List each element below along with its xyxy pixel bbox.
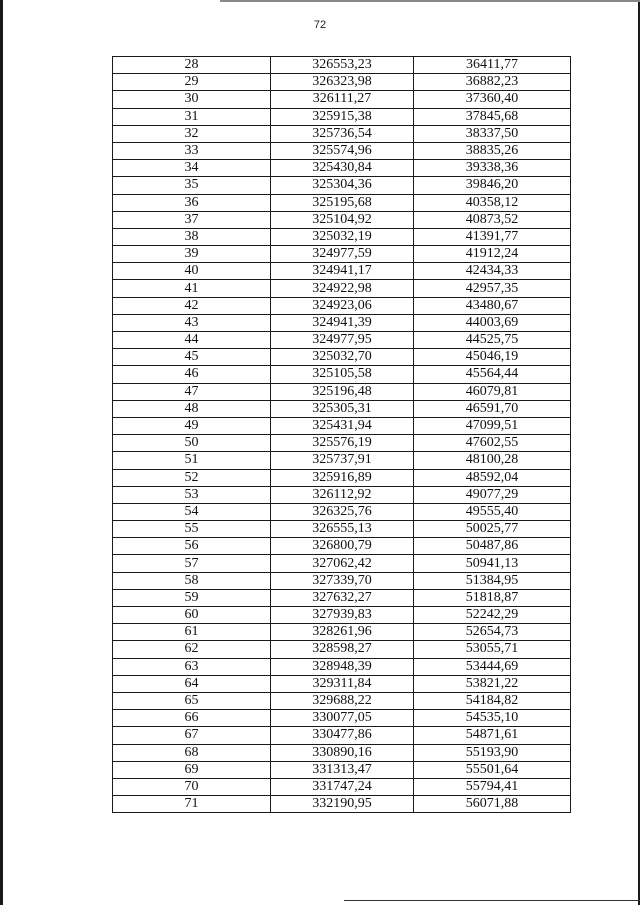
point-number-cell: 57 — [113, 555, 271, 572]
table-row — [113, 572, 571, 589]
point-number-cell: 31 — [113, 108, 271, 125]
point-number-cell: 30 — [113, 91, 271, 108]
point-number-cell: 34 — [113, 160, 271, 177]
table-row — [113, 228, 571, 245]
table-row — [113, 366, 571, 383]
y-coordinate-cell: 36411,77 — [414, 57, 571, 74]
table-row — [113, 332, 571, 349]
y-coordinate-cell: 47099,51 — [414, 417, 571, 434]
point-number-cell: 38 — [113, 228, 271, 245]
table-row — [113, 400, 571, 417]
y-coordinate-cell: 40873,52 — [414, 211, 571, 228]
y-coordinate-cell: 51384,95 — [414, 572, 571, 589]
table-row — [113, 486, 571, 503]
point-number-cell: 33 — [113, 142, 271, 159]
table-row — [113, 521, 571, 538]
y-coordinate-cell: 52654,73 — [414, 624, 571, 641]
y-coordinate-cell: 44525,75 — [414, 332, 571, 349]
y-coordinate-cell: 37360,40 — [414, 91, 571, 108]
x-coordinate-cell: 325105,58 — [271, 366, 414, 383]
point-number-cell: 55 — [113, 521, 271, 538]
y-coordinate-cell: 46079,81 — [414, 383, 571, 400]
point-number-cell: 40 — [113, 263, 271, 280]
table-row — [113, 160, 571, 177]
point-number-cell: 45 — [113, 349, 271, 366]
x-coordinate-cell: 325736,54 — [271, 125, 414, 142]
y-coordinate-cell: 53444,69 — [414, 658, 571, 675]
table-row — [113, 91, 571, 108]
x-coordinate-cell: 329688,22 — [271, 692, 414, 709]
x-coordinate-cell: 330477,86 — [271, 727, 414, 744]
point-number-cell: 58 — [113, 572, 271, 589]
x-coordinate-cell: 326800,79 — [271, 538, 414, 555]
point-number-cell: 53 — [113, 486, 271, 503]
point-number-cell: 64 — [113, 675, 271, 692]
point-number-cell: 44 — [113, 332, 271, 349]
y-coordinate-cell: 39846,20 — [414, 177, 571, 194]
point-number-cell: 52 — [113, 469, 271, 486]
table-row — [113, 607, 571, 624]
table-row — [113, 589, 571, 606]
point-number-cell: 60 — [113, 607, 271, 624]
x-coordinate-cell: 325032,70 — [271, 349, 414, 366]
point-number-cell: 66 — [113, 710, 271, 727]
x-coordinate-cell: 332190,95 — [271, 796, 414, 813]
point-number-cell: 67 — [113, 727, 271, 744]
x-coordinate-cell: 326555,13 — [271, 521, 414, 538]
x-coordinate-cell: 330077,05 — [271, 710, 414, 727]
point-number-cell: 71 — [113, 796, 271, 813]
y-coordinate-cell: 54871,61 — [414, 727, 571, 744]
table-row — [113, 417, 571, 434]
scan-edge-left — [0, 0, 3, 905]
table-row — [113, 297, 571, 314]
page-number: 72 — [313, 19, 327, 31]
point-number-cell: 39 — [113, 246, 271, 263]
point-number-cell: 29 — [113, 74, 271, 91]
table-row — [113, 710, 571, 727]
table-body — [113, 57, 571, 813]
table-row — [113, 452, 571, 469]
y-coordinate-cell: 56071,88 — [414, 796, 571, 813]
point-number-cell: 36 — [113, 194, 271, 211]
point-number-cell: 59 — [113, 589, 271, 606]
y-coordinate-cell: 46591,70 — [414, 400, 571, 417]
x-coordinate-cell: 325430,84 — [271, 160, 414, 177]
y-coordinate-cell: 49077,29 — [414, 486, 571, 503]
table-row — [113, 778, 571, 795]
x-coordinate-cell: 326111,27 — [271, 91, 414, 108]
y-coordinate-cell: 48100,28 — [414, 452, 571, 469]
point-number-cell: 43 — [113, 314, 271, 331]
table-row — [113, 641, 571, 658]
table-row — [113, 503, 571, 520]
x-coordinate-cell: 325196,48 — [271, 383, 414, 400]
table-row — [113, 194, 571, 211]
y-coordinate-cell: 36882,23 — [414, 74, 571, 91]
point-number-cell: 32 — [113, 125, 271, 142]
y-coordinate-cell: 41912,24 — [414, 246, 571, 263]
y-coordinate-cell: 39338,36 — [414, 160, 571, 177]
x-coordinate-cell: 325305,31 — [271, 400, 414, 417]
y-coordinate-cell: 53055,71 — [414, 641, 571, 658]
point-number-cell: 54 — [113, 503, 271, 520]
x-coordinate-cell: 327939,83 — [271, 607, 414, 624]
table-row — [113, 435, 571, 452]
point-number-cell: 63 — [113, 658, 271, 675]
x-coordinate-cell: 325104,92 — [271, 211, 414, 228]
x-coordinate-cell: 326325,76 — [271, 503, 414, 520]
table-row — [113, 177, 571, 194]
x-coordinate-cell: 327632,27 — [271, 589, 414, 606]
x-coordinate-cell: 325916,89 — [271, 469, 414, 486]
y-coordinate-cell: 47602,55 — [414, 435, 571, 452]
point-number-cell: 28 — [113, 57, 271, 74]
table-row — [113, 675, 571, 692]
x-coordinate-cell: 324941,17 — [271, 263, 414, 280]
table-row — [113, 796, 571, 813]
x-coordinate-cell: 326323,98 — [271, 74, 414, 91]
point-number-cell: 51 — [113, 452, 271, 469]
x-coordinate-cell: 328598,27 — [271, 641, 414, 658]
table-row — [113, 727, 571, 744]
table-row — [113, 246, 571, 263]
y-coordinate-cell: 38337,50 — [414, 125, 571, 142]
point-number-cell: 65 — [113, 692, 271, 709]
point-number-cell: 50 — [113, 435, 271, 452]
table-row — [113, 349, 571, 366]
x-coordinate-cell: 324922,98 — [271, 280, 414, 297]
table-row — [113, 74, 571, 91]
table-row — [113, 263, 571, 280]
x-coordinate-cell: 325576,19 — [271, 435, 414, 452]
x-coordinate-cell: 330890,16 — [271, 744, 414, 761]
table-row — [113, 538, 571, 555]
y-coordinate-cell: 41391,77 — [414, 228, 571, 245]
x-coordinate-cell: 325431,94 — [271, 417, 414, 434]
point-number-cell: 61 — [113, 624, 271, 641]
table-row — [113, 692, 571, 709]
table-row — [113, 314, 571, 331]
table-row — [113, 280, 571, 297]
x-coordinate-cell: 327062,42 — [271, 555, 414, 572]
x-coordinate-cell: 325574,96 — [271, 142, 414, 159]
x-coordinate-cell: 328948,39 — [271, 658, 414, 675]
y-coordinate-cell: 37845,68 — [414, 108, 571, 125]
y-coordinate-cell: 55794,41 — [414, 778, 571, 795]
point-number-cell: 49 — [113, 417, 271, 434]
x-coordinate-cell: 326112,92 — [271, 486, 414, 503]
y-coordinate-cell: 55193,90 — [414, 744, 571, 761]
point-number-cell: 35 — [113, 177, 271, 194]
y-coordinate-cell: 40358,12 — [414, 194, 571, 211]
x-coordinate-cell: 324923,06 — [271, 297, 414, 314]
y-coordinate-cell: 53821,22 — [414, 675, 571, 692]
y-coordinate-cell: 43480,67 — [414, 297, 571, 314]
y-coordinate-cell: 42434,33 — [414, 263, 571, 280]
y-coordinate-cell: 50025,77 — [414, 521, 571, 538]
table-row — [113, 211, 571, 228]
y-coordinate-cell: 52242,29 — [414, 607, 571, 624]
x-coordinate-cell: 328261,96 — [271, 624, 414, 641]
point-number-cell: 41 — [113, 280, 271, 297]
point-number-cell: 37 — [113, 211, 271, 228]
x-coordinate-cell: 327339,70 — [271, 572, 414, 589]
y-coordinate-cell: 48592,04 — [414, 469, 571, 486]
y-coordinate-cell: 45564,44 — [414, 366, 571, 383]
y-coordinate-cell: 50941,13 — [414, 555, 571, 572]
table-row — [113, 125, 571, 142]
x-coordinate-cell: 324977,95 — [271, 332, 414, 349]
x-coordinate-cell: 325737,91 — [271, 452, 414, 469]
table-row — [113, 624, 571, 641]
table-row — [113, 142, 571, 159]
table-row — [113, 555, 571, 572]
table-row — [113, 469, 571, 486]
y-coordinate-cell: 42957,35 — [414, 280, 571, 297]
y-coordinate-cell: 38835,26 — [414, 142, 571, 159]
table-row — [113, 744, 571, 761]
x-coordinate-cell: 324977,59 — [271, 246, 414, 263]
x-coordinate-cell: 324941,39 — [271, 314, 414, 331]
x-coordinate-cell: 325195,68 — [271, 194, 414, 211]
x-coordinate-cell: 329311,84 — [271, 675, 414, 692]
table-row — [113, 108, 571, 125]
point-number-cell: 62 — [113, 641, 271, 658]
x-coordinate-cell: 325032,19 — [271, 228, 414, 245]
y-coordinate-cell: 51818,87 — [414, 589, 571, 606]
x-coordinate-cell: 331313,47 — [271, 761, 414, 778]
y-coordinate-cell: 54535,10 — [414, 710, 571, 727]
y-coordinate-cell: 44003,69 — [414, 314, 571, 331]
point-number-cell: 42 — [113, 297, 271, 314]
x-coordinate-cell: 325304,36 — [271, 177, 414, 194]
coordinates-table — [112, 56, 571, 813]
point-number-cell: 70 — [113, 778, 271, 795]
x-coordinate-cell: 331747,24 — [271, 778, 414, 795]
y-coordinate-cell: 50487,86 — [414, 538, 571, 555]
table-row — [113, 658, 571, 675]
x-coordinate-cell: 326553,23 — [271, 57, 414, 74]
scan-edge-bottom — [344, 900, 640, 901]
table-row — [113, 761, 571, 778]
point-number-cell: 56 — [113, 538, 271, 555]
y-coordinate-cell: 45046,19 — [414, 349, 571, 366]
table-row — [113, 383, 571, 400]
point-number-cell: 47 — [113, 383, 271, 400]
point-number-cell: 68 — [113, 744, 271, 761]
point-number-cell: 48 — [113, 400, 271, 417]
point-number-cell: 46 — [113, 366, 271, 383]
table-row — [113, 57, 571, 74]
point-number-cell: 69 — [113, 761, 271, 778]
y-coordinate-cell: 54184,82 — [414, 692, 571, 709]
scan-edge-top — [220, 0, 640, 2]
y-coordinate-cell: 49555,40 — [414, 503, 571, 520]
y-coordinate-cell: 55501,64 — [414, 761, 571, 778]
x-coordinate-cell: 325915,38 — [271, 108, 414, 125]
